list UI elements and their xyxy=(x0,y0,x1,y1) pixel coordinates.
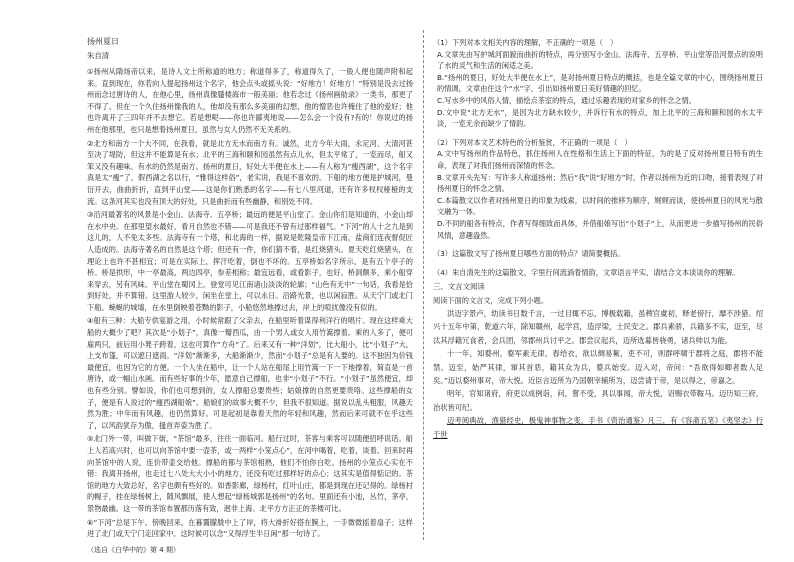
essay-paragraph-5: ⑤北门外一带，叫做下街，“茶馆”最多，往往一面临河。船行过时，茶客与乘客可以随便招呼说话。船上人若高兴时，也可以向茶馆中要一壶茶，或一两样“小笼点心”，在河中喝着，吃着，谈着。回来时再向茶馆中的人说，连价带壶交给他。撑船的都与茶馆相熟，他们不怕你白吃。扬州的小笼点心实在不错：我离开扬州，也走过七八处大大小小的地方，还没有吃过那样好的点心；这其实是值得惦记的。茶馆的地方大致总好，名字也颇有些好的。如香影廊，绿杨村，红叶山庄，都是到现在还记得的。绿杨村的幌子，挂在绿杨树上，随风飘展，使人想起“绿杨城郭是扬州”的名句。里面还有小池，丛竹，茅亭，景物最幽。这一带的茶馆布置都历落有致，迥非上海、北平方方正正的茶楼可比。 xyxy=(87,434,413,513)
question-2-option-d: D.不同的船各有特点，作者写得细致而具体，并借船娘写出“小划子”上，从而更进一步描写扬州的民俗风情，意趣盎然。 xyxy=(437,218,763,240)
question-3-stem: （3）这篇散文写了扬州夏日哪些方面的特点？请简要概括。 xyxy=(433,249,625,259)
essay-paragraph-2: ②北方和南方一个大不同，在我看，就是北方无水而南方有。诚然，北方今年大雨，永定河、大清河甚至决了堤防，但这并不能算是有水；北平的三海和颐和园虽然有点儿水，但太平常了，一览而尽，船又笨又没有趣味。有水的仍然是南方。扬州的夏日，好处大半便在水上——有人称为“瘦西湖”，这个名字真是太“瘦”了，假西湖之名以行，“雅得这样俗”，老实说，我是不喜欢的。下船的地方便是护城河，曼衍开去，曲曲折折，直到平山堂——这是你们熟悉的名字——有七八里河道，还有许多杈杈桠桠的支流。这条河其实也没有顶大的好处，只是曲折而有些幽静，和别处不同。 xyxy=(87,138,413,206)
question-2-option-a: A.文中写扬州的作品特色，抓住扬州人在性格和生活上下面的特征，为的是了反对扬州夏日特有的生命，表现了对我们扬州而深情的怀念。 xyxy=(437,149,763,170)
essay-source: （选自《白华中的》第 4 期） xyxy=(87,545,180,554)
section-instruction: 阅读下面的文言文，完成下列小题。 xyxy=(433,296,549,306)
classical-passage-3: 明年，官知诸府，府吏以成例诣，问，嘗不受，具以事闻，帝大悦，诏赐衣带鞍马。迈历知三府，治状皆可纪。 xyxy=(433,389,763,412)
essay-paragraph-6: ⑥“下河”总是下午。傍晚回来，在暮霭朦胧中上了岸，将大褂折好搭在腕上，一手微微摇着扇子；这样进了北门或天宁门走回家中。这时候可以念“又得浮生半日闲”那一句诗了。 xyxy=(87,517,413,539)
essay-paragraph-1: ①扬州从隋炀帝以来，是诗人文士所称道的地方；称道得多了，称道得久了，一般人便也随声附和起来。直到现在，你若向人提起扬州这个名字，他会点头或摇头说：“好地方！好地方！”特别是没去过扬州而念过唐诗的人，在他心里，扬州真像蜃楼海市一般美丽；他若念过《扬州画舫录》一类书，那更了不得了。但在一个久住扬州像我的人，他却没有那么多美丽的幻想，他的憎恶也许掩住了他的爱好；他也许离开了三四年并不去想它。若是想呢——你也许鄙夷地说——怎么会一个没有?有的！你说过的扬州在他那里，也只是想着扬州夏日，虽然与女人仍然不无关系的。 xyxy=(87,67,413,134)
question-1-option-c: C.写水乡中的风俗人情，描绘点茶室的特点，通过乐趣表现的对家乡的怀念之情。 xyxy=(437,95,696,105)
question-2-stem: （2）下列对本文艺术特色的分析鉴赏，不正确的一项是（ ） xyxy=(433,137,632,147)
question-1-option-d: D.文中说“北方无水”，是因为北方缺水较少，并诉行有水的特点，加上北平的三海和颐和园的水太平淡，一览无余而缺少了情韵。 xyxy=(437,107,763,129)
essay-paragraph-4: ④船有三种：大船专供宴游之用，小时候常跟了父亲去，在船里听着谋得利洋行的唱片。现在这样乘大船的大概少了吧？其次是“小划子”，真像一瓣西瓜，由一个男人或女人用竹篙撑着。乘的人多了，便可雇两只，前后用小凳子跨着，这也可算作“方舟”了。后来又有一种“洋划”，比大船小，比“小划子”大，上支布篷，可以遮日遮雨。“洋划”渐渐多，大船渐渐少，然而“小划子”总是有人要的。这不独因为价钱最便宜，也因为它的方便。一个人坐在船中，让一个人站在船尾上用竹篙一下一下地撑着，简直是一首唐诗，或一幅山水画。而有些好事的少年，愿意自己撑船，也非“小划子”不行。“小划子”虽然便宜，却也有些分别。譬如说，你们也可想到的，女人撑船总要贵些；姑娘撑的自然更要贵咯。这些撑船的女子，便是有人说过的“瘦西湖船娘”。船娘们的故事大概不少，但我不很知道。据说以乱头粗服，风趣天然为胜；中年而有风趣，也仍然算好。可是起初是靠着天然的年轻和风趣，然而后来可就不在乎这些了，以风韵犹存为傲，搔首弄姿为胜了。 xyxy=(87,316,413,430)
section-heading: 三、文言文阅读 xyxy=(433,282,485,292)
essay-author: 朱自清 xyxy=(87,51,110,60)
question-1-option-a: A.文章先由写护城河面貌而曲折的特点，再分别写小金山、法海寺、五亭桥、平山堂等沿河景点的说明了水的灵气和生活的闲适之美。 xyxy=(437,49,763,71)
underlined-sentence: 迈考阅典故，渔猎经史，极鬼神事物之变，手书《资治通鉴》凡三，有《容斋五笔》《夷坚志》行于世 xyxy=(433,416,763,439)
column-divider xyxy=(423,30,425,540)
question-1-stem: （1）下列对本文相关内容的理解，不正确的一项是（ ） xyxy=(433,38,618,47)
question-2-option-b: B.文章开头先写：写许多人称道扬州；然后“我”说“好地方”时，作者以扬州为近的口吻，接着表现了对扬州夏日的怀念之情。 xyxy=(437,172,763,194)
question-4-stem: （4）朱自清先生的这篇散文，字里行间流淌着情韵，文章语言平实，请结合文本谈谈你的理解。 xyxy=(433,267,740,277)
classical-passage-2: 十一年，知婺州，婺军素无律，春给衣，欲以绸易絮，吏不可，则群呼啸于郡将之庭，郡将不能禁。迈至，始严其律，窜其首恶，籍其众为兵，婺兵始安。迈入对，帝问：“吾欲得如卿者数人足矣。”迈以婺州事对，帝大悦。近臣言迈所为乃国朝宰辅所为，迈尝请于帝，是以得之，帝嘉之。 xyxy=(433,349,763,385)
essay-title: 扬州夏日 xyxy=(87,37,119,46)
classical-passage-1: 洪迈字景卢，幼读书日数千言，一过目辄不忘，博极载籍，虽稗官虞初，释老傍行，靡不涉猎。绍兴十五年中第，乾道六年，除知赣州，起学宫，造浮梁，士民安之。郡兵素骄，兵籍多不实，迈至，尽汰其浮籍冗食者，会兵团，邻郡州兵讨平之。郡尝议起兵，迈所选募皆骁勇，诸兵帅以为能。 xyxy=(433,308,763,345)
left-column xyxy=(87,36,413,556)
right-column xyxy=(433,36,763,441)
essay-paragraph-3: ③沿河最著名的风景是小金山、法海寺、五亭桥；最远的便是平山堂了。金山你们是知道的，小金山却在水中央。在那里望水最好，看月自然也不错——可是我还不曾有过那样福气。“下河”的人十之九是到这儿的，人不免太多些。法海寺有一个塔，和北海的一样，据说是乾隆皇帝下江南，盐商们连夜督促匠人造成的。法海寺著名的自然是这个塔；但还有一件，你们猜不着，是红烧猪头。夏天吃红烧猪头，在理论上也许不甚相宜；可是在实际上，挥汗吃着，倒也不坏的。五亭桥如名字所示，是有五个亭子的桥。桥是拱形，中一亭最高，两边四亭，参差相称；最宜远看，或看影子，也好。桥洞颇多，乘小船穿来穿去，另有风味。平山堂在蜀冈上。登堂可见江南诸山淡淡的轮廓；“山色有无中”一句话，我看是恰到好处，并不算错。这里游人较少，闲坐在堂上，可以永日。沿路光景，也以闲寂胜。从天宁门或北门下船。蜿蜒的城墙，在水里倒映着苍黝的影子，小船悠然地撑过去，岸上的喧扰像没有似的。 xyxy=(87,210,413,312)
question-1-option-b: B.“扬州的夏日，好处大半便在水上”，是对扬州夏日特点的概括，也是全篇文章的中心，围绕扬州夏日的情调，文章由住这个“水”字，引出如扬州夏日美好情趣的回忆。 xyxy=(437,72,763,94)
question-2-option-c: C.本篇散文以作者对扬州夏日的印象为线索，以时间的推移为顺序，娓娓而谈，使扬州夏日的风光与散文融为一体。 xyxy=(437,195,763,217)
